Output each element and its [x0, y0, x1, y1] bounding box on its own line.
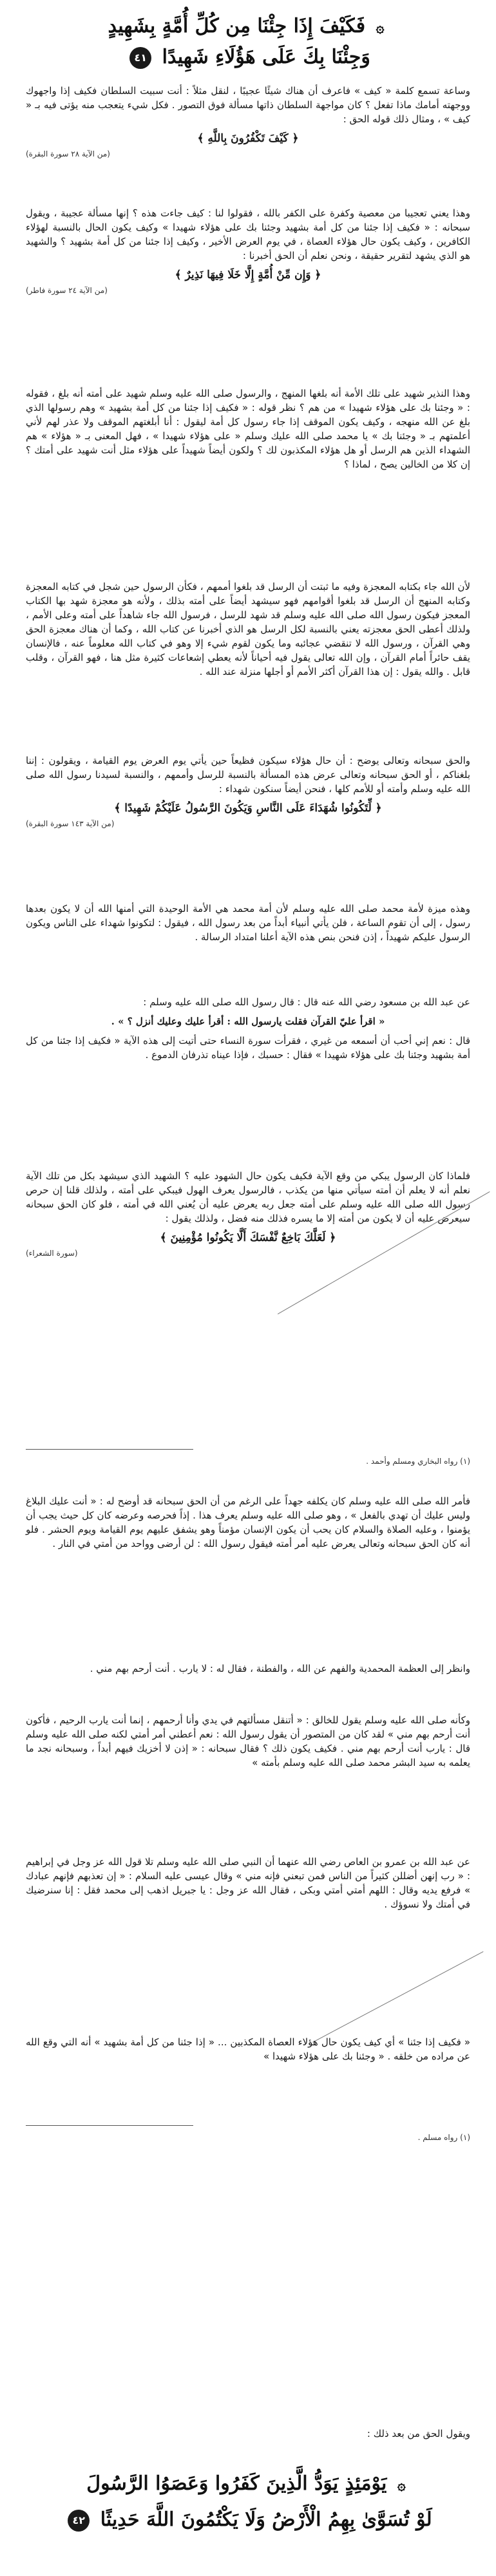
closing-verse	[26, 2467, 470, 2537]
paragraph: وهذه ميزة لأمة محمد صلى الله عليه وسلم لأن أمة محمد هي الأمة الوحيدة التي أمنها الله أن لا يكون بعدها رسول ، إلى أن تقوم الساعة ، فلن يأتي أنبياء أبداً من بعد رسول الله ، فيقول : لتكونوا شهداء على الناس ويكون الرسول عليكم شهيداً ، إذن فنحن بنص هذه الآية أعلنا امتداد الرسالة .	[26, 903, 470, 943]
verse-reference: (سورة الشعراء)	[26, 1249, 78, 1258]
verse-reference: (من الآية ١٤٣ سورة البقرة)	[26, 819, 115, 828]
quoted-verse: ﴿ لَعَلَّكَ بَاخِعٌ نَّفْسَكَ أَلَّا يَكُونُوا مُؤْمِنِينَ ﴾	[160, 1231, 336, 1244]
section-intro	[26, 84, 470, 165]
heading-verse	[26, 12, 470, 72]
ornament-icon: ۞	[397, 2477, 406, 2494]
paragraph: « فكيف إذا جئنا » أي كيف يكون حال هؤلاء العصاة المكذبين ... « إذا جئنا من كل أمة بشهيد » أنه التي وقع الله عن مراده من خلقه . « وجئنا بك على هؤلاء شهيدا »	[26, 2036, 470, 2062]
paragraph: عن عبد الله بن عمرو بن العاص رضي الله عنهما أن النبي صلى الله عليه وسلم تلا قول الله عز وجل في إبراهيم : « رب إنهن أضللن كثيراً من الناس فمن تبعني فإنه مني » وقال عيسى عليه السلام : « إن تعذبهم فإنهم عبادك » فرفع يديه وقال : اللهم أمتي أمتي وبكى ، فقال الله عز وجل : يا جبريل اذهب إلى محمد فقل : إنا سنرضيك في أمتك ولا نسوؤك .	[26, 1856, 470, 1910]
section-shahid	[26, 206, 470, 301]
heading-verse-line-2-text: وَجِئْنَا بِكَ عَلَى هَؤُلَاءِ شَهِيدًا	[162, 46, 370, 68]
closing-verse-line-1	[26, 2467, 470, 2503]
paragraph: فأمر الله صلى الله عليه وسلم كان يكلفه جهداً على الرغم من أن الحق سبحانه قد أوضح له : « أنت عليك البلاغ وليس عليك أن تهدي بالفعل » ، وهو صلى الله عليه وسلم يعرف هذا . إذاً فحرصه وعرضه كان كل حيث يجب أن يؤمنوا ، وعليه الصلاة والسلام كان يحب أن يكون الإنسان مؤمناً وهو يشفق عليهم يوم القيامة ويوم الحشر . فلو أنه كان الحق سبحانه وتعالى يعرض عليه أمر أمته فيقول رسول الله : لن أرضى وواحد من أمتي في النار .	[26, 1495, 470, 1549]
paragraph: لأن الله جاء بكتابه المعجزة وفيه ما ثبتت أن الرسل قد بلغوا أممهم ، فكأن الرسول حين شجل في كتابه المعجزة وكتابه المنهج أن الرسل قد بلغوا أقوامهم فهو سيشهد أيضاً على أمته بذلك ، ولأنه هو معجزة شهد بها الكتاب المعجز فيكون رسول الله صلى الله عليه وسلم قد شهد للرسل ، فرسول الله جاء شاهداً على أمته وعلى الأمم ، ولذلك أعطى الحق معجزته يعني بالنسبة لكل الرسل هو الذي أخبرنا عن كتاب الله ، وكما أن هناك معجزة الحق وهي القرآن ، ورسول الله لا تنقضي عجائبه وما يكون لقوم شيء إلا وهو في كتاب الله معلوماً عنه ، فالإنسان يقف حائراً أمام القرآن ، وإن الله تعالى يقول فيه أحياناً لأنه يعطي إشعاعات كثيرة مثل هنا ، فهو القرآن ، وقلب قابل . والله يقول : إن هذا القرآن أكثر الأمم أو أجلها منزلة عند الله .	[26, 581, 470, 677]
paragraph: وهذا النذير شهيد على تلك الأمة أنه بلغها المنهج ، والرسول صلى الله عليه وسلم شهيد على أمته أنه بلغ ، فقوله : « وجئنا بك على هؤلاء شهيدا » من هم ؟ نظر قوله : « فكيف إذا جئنا من كل أمة بشهيد » وهم رسولها الذي بلغ عن الله منهجه ، وكيف يكون الموقف إذا جاء رسول كل أمة ليقول : أنا أبلغتهم الموقف ولا عذر لهم لأني أعلمتهم بـ « وجئنا بك » يا محمد صلى الله عليك وسلم « على هؤلاء شهيدا » ، فهل المعنى بـ « هؤلاء » هم الشهداء الذين هم الرسل أو هل هؤلاء المكذبون لك ؟ ولكون أيضاً شهيداً على هؤلاء مثل أنت شهيد على أمتك ؟ إن كلا من الخالين يصح ، لماذا ؟	[26, 388, 470, 470]
page	[26, 0, 470, 2576]
section-azama	[26, 1662, 470, 1676]
ornament-icon: ۞	[376, 19, 385, 36]
section-tabligh	[26, 1494, 470, 1551]
transition-line: ويقول الحق من بعد ذلك :	[367, 2428, 470, 2439]
section-ummah	[26, 902, 470, 944]
paragraph: قال : نعم إني أحب أن أسمعه من غيري ، فقرأت سورة النساء حتى أتيت إلى هذه الآية « فكيف إذا جئنا من كل أمة بشهيد وجئنا بك على هؤلاء شهيدا » فقال : حسبك ، فإذا عيناه تذرفان الدموع .	[26, 1035, 470, 1061]
section-nadhir	[26, 386, 470, 471]
section-shuhada	[26, 753, 470, 835]
paragraph: وكأنه صلى الله عليه وسلم يقول للخالق : « أتنقل مسألتهم في يدي وأنا أرحمهم ، إنما أنت يارب الرحيم ، فأكون أنت أرحم بهم مني » لقد كان من المتصور أن يقول رسول الله : نعم أعطني أمر أمتي لكنه صلى الله عليه وسلم قال : يارب أنت أرحم بهم مني . فكيف يكون ذلك ؟ فقال سبحانه : « إذن لا أخزيك فيهم أبداً ، وسبحانه نجد ما يعلمه به سيد البشر محمد صلى الله عليه وسلم بأمته »	[26, 1714, 470, 1768]
heading-verse-line-2	[26, 43, 470, 72]
verse-number-badge: ٤١	[129, 47, 151, 69]
quoted-verse: ﴿ وَإِن مِّنْ أُمَّةٍ إِلَّا خَلَا فِيهَا نَذِيرٌ ﴾	[175, 269, 321, 281]
section-rahma	[26, 1713, 470, 1770]
verse-number-badge: ٤٢	[68, 2510, 90, 2532]
paragraph: وانظر إلى العظمة المحمدية والفهم عن الله ، والفطنة ، فقال له : لا يارب . أنت أرحم بهم مني .	[90, 1663, 470, 1674]
closing-verse-line-1-text: يَوْمَئِذٍ يَوَدُّ الَّذِينَ كَفَرُوا وَعَصَوُا الرَّسُولَ	[86, 2472, 387, 2495]
footnote: (١) رواه البخاري ومسلم وأحمد .	[366, 1457, 470, 1466]
paragraph: والحق سبحانه وتعالى يوضح : أن حال هؤلاء سيكون فظيعاً حين يأتي يوم العرض يوم القيامة ، ويقولون : إننا بلغناكم ، أو الحق سبحانه وتعالى عرض هذه المسألة بالنسبة للرسل وأممهم ، والنسبة لسيدنا رسول الله صلى الله عليه وسلم وأمته أو للأمم كلها ، فنحن أيضاً سنكون شهداء :	[26, 755, 470, 795]
paragraph: فلماذا كان الرسول يبكي من وقع الآية فكيف يكون حال الشهود عليه ؟ الشهيد الذي سيشهد بكل من تلك الآية نعلم أنه لا يعلم أن أمته سيأتي منها من يكذب ، فالرسول يعرف الهول فيبكي على أمته ، ولذلك قلنا إن حرص رسول الله صلى الله عليه وسلم على أمته جعل ربه يعرض عليه أن يُعني الله في أمته ، فلو كان الحق سبحانه سيعرض عليه أن لا يكون من أمته إلا ما يسره فذلك منه فضل ، ولذلك يقول :	[26, 1170, 470, 1224]
heading-verse-line-1-text: فَكَيْفَ إِذَا جِئْنَا مِن كُلِّ أُمَّةٍ بِشَهِيدٍ	[108, 15, 366, 37]
section-closing-tafsir	[26, 2035, 470, 2063]
section-hadith-ibn-masud	[26, 995, 470, 1062]
quoted-hadith: « اقرأ عليّ القرآن فقلت يارسول الله : أقرأ عليك وعليك أنزل ؟ » .	[111, 1016, 385, 1027]
section-weeping	[26, 1169, 470, 1264]
section-hadith-ibn-amr	[26, 1855, 470, 1911]
footnote-rule	[26, 2125, 193, 2126]
closing-verse-line-2-text: لَوْ تُسَوَّىٰ بِهِمُ الْأَرْضُ وَلَا يَكْتُمُونَ اللَّهَ حَدِيثًا	[100, 2508, 432, 2531]
section-kitab	[26, 580, 470, 679]
heading-verse-line-1	[26, 12, 470, 43]
verse-reference: (من الآية ٢٨ سورة البقرة)	[26, 149, 110, 158]
closing-verse-line-2	[26, 2503, 470, 2537]
paragraph: وهذا يعني تعجيبا من معصية وكفرة على الكفر بالله ، فقولوا لنا : كيف جاءت هذه ؟ إنها مسألة عجيبة ، ويقول سبحانه : « فكيف إذا جئنا من كل أمة بشهيد وجئنا بك على هؤلاء شهيدا » وكيف يكون الحال بالنسبة لهؤلاء الكافرين ، وكيف يكون حال هؤلاء العصاة ، في يوم العرض الأخير ، وكيف إذا جئنا من كل أمة بشهيد ؟ والشهيد هو الذي يشهد لتقرير حقيقة ، ونحن نعلم أن الحق أخبرنا :	[26, 207, 470, 261]
verse-reference: (من الآية ٢٤ سورة فاطر)	[26, 286, 108, 295]
paragraph: وساعة تسمع كلمة « كيف » فاعرف أن هناك شيئًا عجيبًا ، لنقل مثلاً : أنت سبيت السلطان فكيف إذا واجهوك ووجهته أمامك ماذا تفعل ؟ كان مواجهة السلطان ذاتها مسألة فوق التصور . فكل شيء يتعجب منه يؤتى فيه بـ « كيف » ، ومثال ذلك قوله الحق :	[26, 85, 470, 125]
quoted-verse: ﴿ لِّتَكُونُوا شُهَدَاءَ عَلَى النَّاسِ وَيَكُونَ الرَّسُولُ عَلَيْكُمْ شَهِيدًا ﴾	[114, 802, 382, 815]
footnote: (١) رواه مسلم .	[417, 2133, 470, 2142]
quoted-verse: ﴿ كَيْفَ تَكْفُرُونَ بِاللَّهِ ﴾	[197, 132, 299, 145]
footnote-rule	[26, 1449, 193, 1450]
scan-fold-line	[312, 1951, 483, 2043]
paragraph: عن عبد الله بن مسعود رضي الله عنه قال : قال رسول الله صلى الله عليه وسلم :	[143, 996, 470, 1008]
